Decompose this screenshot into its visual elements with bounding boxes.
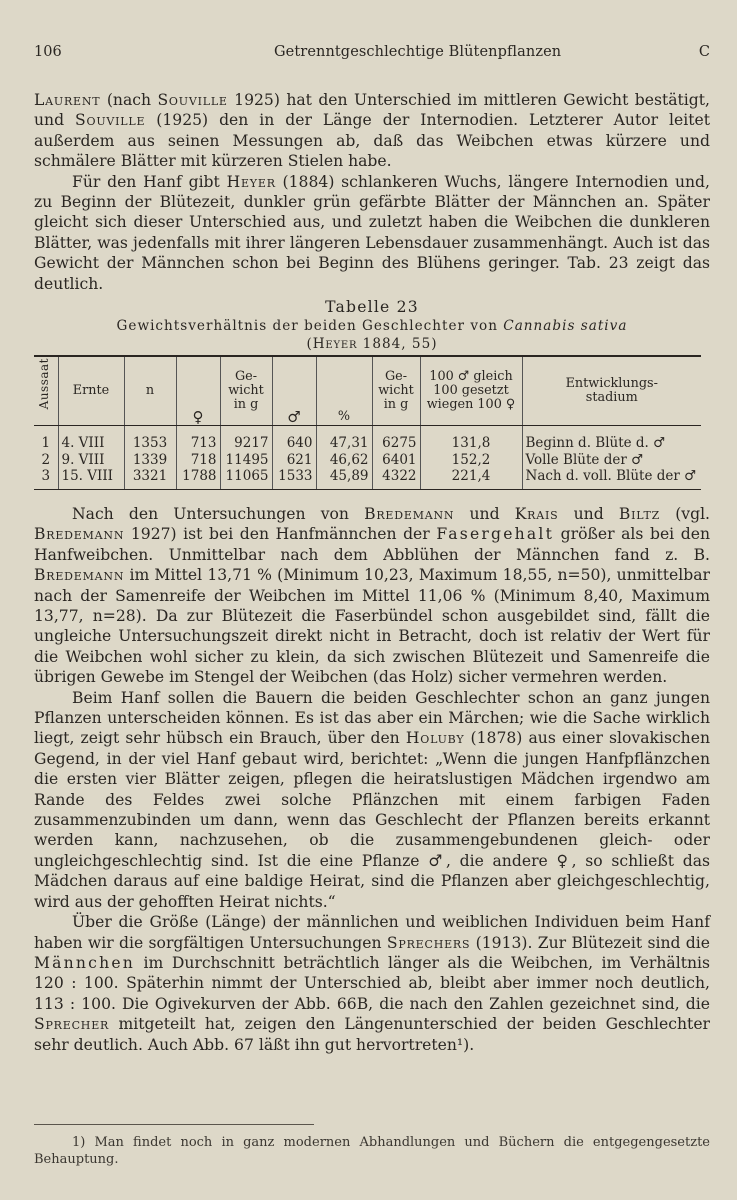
text-run: Für den Hanf gibt (72, 172, 227, 191)
header-percent: % (316, 356, 372, 426)
cell-aussaat: 2 (34, 453, 58, 470)
cell-male-g: 6275 (372, 426, 420, 453)
cell-male-n: 1533 (272, 469, 316, 489)
header-stadium: Entwicklungs- stadium (522, 356, 701, 426)
header-female: ♀ (176, 356, 220, 426)
text-run: Beim Hanf sollen die Bauern die beiden Geschlechter schon an ganz jungen Pflanzen unterscheiden können. Es ist das aber ein Märchen; wie die Sache wirklich liegt, zeigt sehr hübsch ein Brauch, über den (34, 688, 710, 748)
cell-ratio: 221,4 (420, 469, 522, 489)
header-n: n (124, 356, 176, 426)
cell-n: 1353 (124, 426, 176, 453)
text-run: (1884) schlankeren Wuchs, längere Internodien und, zu Beginn der Blütezeit, dunkler grün gefärbte Blätter der Männchen an. Später gleicht sich dieser Unterschied aus, und zuletzt haben die Weibchen die dunkleren Blätter, was jedenfalls mit ihrer längeren Lebensdauer zusammenhängt. Auch ist das Gewicht der Männchen schon bei Beginn des Blühens geringer. Tab. 23 zeigt das deutlich. (34, 172, 710, 293)
table-row (34, 469, 701, 489)
subtitle-text: 1884, 55) (357, 336, 438, 353)
paragraph-4 (34, 688, 710, 912)
author-name: Heyer (312, 336, 358, 353)
text-run: Über die Größe (Länge) der männlichen und weiblichen Individuen beim Hanf haben wir die sorgfältigen Untersuchungen (34, 913, 710, 952)
text-run: mitgeteilt hat, zeigen den Längenunterschied der beiden Geschlechter sehr deutlich. Auch Abb. 67 läßt ihn gut hervortreten¹). (34, 1015, 710, 1054)
text-run: (vgl. (660, 504, 711, 523)
footnote-rule (34, 1124, 314, 1125)
cell-ernte: 15. VIII (58, 469, 124, 489)
cell-n: 3321 (124, 469, 176, 489)
author-name: Sprecher (34, 1015, 110, 1034)
author-name: Sprechers (386, 933, 471, 952)
text-run: (1913). Zur Blütezeit sind die (470, 933, 710, 952)
cell-stadium: Volle Blüte der ♂ (525, 451, 644, 468)
cell-male-n: 640 (272, 426, 316, 453)
cell-aussaat: 3 (34, 469, 58, 489)
cell-stadium: Nach d. voll. Blüte der ♂ (522, 469, 701, 489)
author-name: Laurent (34, 91, 101, 109)
author-name: Bredemann (34, 525, 125, 544)
cell-female-n: 1788 (176, 469, 220, 489)
cell-female-n: 718 (176, 453, 220, 470)
author-name: Heyer (226, 172, 276, 191)
text-run: größer als bei den Hanfweibchen. Unmittelbar nach dem Abblühen der Männchen fand z. B. (34, 525, 710, 564)
text-run: (1878) aus einer slovakischen Gegend, in der viel Hanf gebaut wird, berichtet: „Wenn die jungen Hanfpflänzchen die ersten vier Blätter zeigen, pflegen die heiratslustigen Mädchen irgendwo am Rande des Feldes zwei solche Pflänzchen mit einem farbigen Faden zusammenzubinden um dann, wenn das Geschlecht der Pflanzen bereits erkannt werden kann, nachzusehen, ob die zusammengebundenen gleich- oder ungleichgeschlechtig sind. Ist die eine Pflanze ♂, die andere ♀, so schließt das Mädchen daraus auf eine baldige Heirat, sind die Pflanzen aber gleichgeschlechtig, wird aus der gehofften Heirat nichts.“ (34, 729, 711, 911)
subtitle-text: Gewichtsverhältnis der beiden Geschlechter von (116, 318, 504, 335)
cell-male-n: 621 (272, 453, 316, 470)
cell-percent: 47,31 (316, 426, 372, 453)
running-title: Getrenntgeschlechtige Blütenpflanzen (274, 44, 562, 60)
cell-female-g: 9217 (220, 426, 272, 453)
footnote: 1) Man findet noch in ganz modernen Abhandlungen und Büchern die entgegengesetzte Behauptung. (34, 1135, 710, 1167)
text-run: im Mittel 13,71 % (Minimum 10,23, Maximum 18,55, n=50), unmittelbar nach der Samenreife der Weibchen im Mittel 11,06 % (Minimum 8,40, Maximum 13,77, n=28). Da zur Blütezeit die Faserbündel schon ausgebildet sind, fällt die ungleiche Untersuchungszeit direkt nicht in Betracht, doch ist relativ der Wert für die Weibchen wohl sicher zu klein, da sich zwischen Blütezeit und Samenreife die übrigen Gewebe im Stengel der Weibchen (das Holz) sicher vermehren werden. (34, 566, 710, 687)
cell-percent: 45,89 (316, 469, 372, 489)
cell-ratio: 152,2 (420, 453, 522, 470)
cell-ratio: 131,8 (420, 426, 522, 453)
cell-female-g: 11495 (220, 453, 272, 470)
section-letter: C (698, 44, 710, 60)
author-name: Krais (514, 504, 559, 523)
header-male: ♂ (272, 356, 316, 426)
running-header (34, 44, 710, 66)
header-ratio: 100 ♂ gleich 100 gesetzt wiegen 100 ♀ (420, 356, 522, 426)
page-number: 106 (34, 44, 62, 60)
text-run: und (558, 504, 619, 523)
author-name: Bredemann (34, 566, 125, 585)
header-aussaat: Aussaat (34, 356, 58, 426)
cell-female-n: 713 (176, 426, 220, 453)
species-name: Cannabis sativa (503, 318, 628, 335)
cell-stadium: Beginn d. Blüte d. ♂ (525, 435, 666, 452)
cell-ernte: 9. VIII (58, 453, 124, 470)
text-run: Nach den Untersuchungen von (72, 504, 365, 523)
table-subtitle (34, 317, 710, 353)
paragraph-1 (34, 90, 710, 172)
cell-male-g: 4322 (372, 469, 420, 489)
table-row (34, 426, 701, 453)
text-run: und (454, 504, 515, 523)
cell-n: 1339 (124, 453, 176, 470)
header-ernte: Ernte (58, 356, 124, 426)
subtitle-text: ( (306, 336, 313, 353)
cell-male-g: 6401 (372, 453, 420, 470)
text-run: 1925) hat den Unterschied im mittleren Gewicht bestätigt, und (34, 91, 710, 130)
table-row (34, 453, 701, 470)
main-text (34, 90, 710, 1055)
cell-female-g: 11065 (220, 469, 272, 489)
text-run: (nach (100, 91, 158, 109)
author-name: Souville (157, 91, 228, 109)
text-run: 1927) ist bei den Hanfmännchen der (124, 525, 437, 544)
table-caption: Tabelle 23 (325, 298, 419, 317)
data-table (34, 355, 701, 490)
author-name: Biltz (618, 504, 661, 523)
paragraph-3 (34, 504, 710, 688)
cell-aussaat: 1 (34, 426, 58, 453)
cell-percent: 46,62 (316, 453, 372, 470)
paragraph-5 (34, 912, 710, 1055)
cell-ernte: 4. VIII (58, 426, 124, 453)
emphasis: Männchen (34, 953, 135, 972)
text-run: (1925) den in der Länge der Internodien. Letzterer Autor leitet außerdem aus seinen Messungen ab, daß das Weibchen etwas kürzere und schmälere Blätter mit kürzeren Stielen habe. (34, 111, 710, 171)
header-gewicht-female: Ge- wicht in g (220, 356, 272, 426)
paragraph-2 (34, 172, 710, 294)
emphasis: Fasergehalt (436, 525, 555, 544)
author-name: Bredemann (364, 504, 455, 523)
header-gewicht-male: Ge- wicht in g (372, 356, 420, 426)
text-run: im Durchschnitt beträchtlich länger als die Weibchen, im Verhältnis 120 : 100. Späterhin nimmt der Unterschied ab, bleibt aber immer noch deutlich, 113 : 100. Die Ogivekurven der Abb. 66B, die nach den Zahlen gezeichnet sind, die (34, 953, 710, 1013)
author-name: Souville (75, 111, 146, 130)
author-name: Holuby (405, 729, 465, 748)
